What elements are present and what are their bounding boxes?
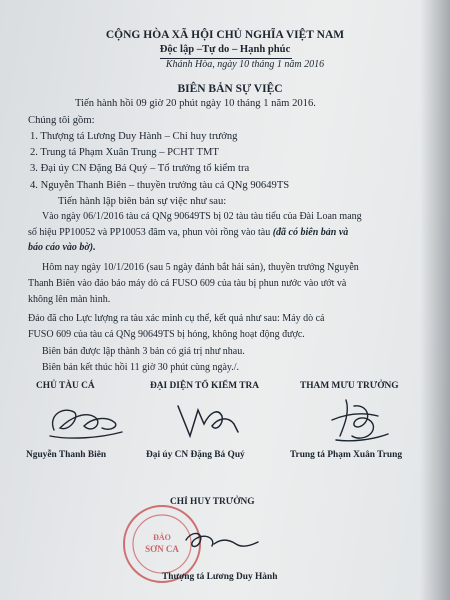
document-title: BIÊN BẢN SỰ VIỆC bbox=[177, 83, 283, 95]
staff-name: Trung tá Phạm Xuân Trung bbox=[290, 450, 403, 460]
paragraph-1-line bbox=[28, 228, 348, 238]
inspection-signature bbox=[168, 394, 248, 444]
owner-signature bbox=[40, 396, 130, 446]
owner-role: CHỦ TÀU CÁ bbox=[36, 381, 95, 391]
commander-role: CHỈ HUY TRƯỞNG bbox=[170, 497, 255, 507]
paragraph-1-emphasis-end: báo cáo vào bờ). bbox=[28, 242, 96, 253]
stamp-top-text: ĐẢO bbox=[153, 533, 171, 542]
owner-name: Nguyễn Thanh Biên bbox=[26, 450, 107, 460]
commander-name: Thượng tá Lương Duy Hành bbox=[162, 572, 278, 582]
closing-line: Biên bản kết thúc hồi 11 giờ 30 phút cùng ngày./. bbox=[42, 362, 240, 373]
motto: Độc lập –Tự do – Hạnh phúc bbox=[159, 44, 291, 55]
copies-line: Biên bản được lập thành 3 bản có giá trị như nhau. bbox=[42, 346, 245, 357]
member-item: 4. Nguyễn Thanh Biên – thuyền trưởng tàu cá QNg 90649TS bbox=[30, 180, 290, 191]
paragraph-3-line: Đảo đã cho Lực lượng ra tàu xác minh cụ thể, kết quả như sau: Máy dò cá bbox=[28, 313, 325, 324]
inspection-name: Đại úy CN Đặng Bá Quý bbox=[146, 450, 245, 460]
inspection-role: ĐẠI DIỆN TỔ KIỂM TRA bbox=[150, 381, 260, 391]
paragraph-1-emphasis: (đã có biên bản và bbox=[272, 227, 349, 238]
paragraph-2-line: Thanh Biên vào đảo báo máy dò cá FUSO 609 của tàu bị phun nước vào ướt và bbox=[28, 278, 347, 289]
staff-role: THAM MƯU TRƯỞNG bbox=[300, 381, 399, 391]
opening-line: Tiến hành hồi 09 giờ 20 phút ngày 10 tháng 1 năm 2016. bbox=[75, 98, 316, 109]
stamp-main-text: SƠN CA bbox=[145, 544, 179, 554]
staff-signature bbox=[322, 392, 402, 448]
paragraph-1-text: số hiệu PP10052 và PP10053 đâm va, phun vòi rồng vào tàu bbox=[28, 227, 273, 238]
member-item: 3. Đại úy CN Đặng Bá Quý – Tổ trưởng tổ kiểm tra bbox=[30, 163, 250, 174]
members-intro: Chúng tôi gồm: bbox=[28, 115, 95, 126]
proceed-line: Tiến hành lập biên bản sự việc như sau: bbox=[58, 196, 227, 207]
paragraph-2-line: không lên màn hình. bbox=[28, 294, 111, 305]
member-item: 2. Trung tá Phạm Xuân Trung – PCHT TMT bbox=[30, 147, 219, 158]
paragraph-3-line: FUSO 609 của tàu cá QNg 90649TS bị hỏng, không hoạt động được. bbox=[28, 329, 305, 340]
commander-signature bbox=[178, 520, 268, 560]
paragraph-2-line: Hôm nay ngày 10/1/2016 (sau 5 ngày đánh bắt hải sản), thuyền trưởng Nguyễn bbox=[42, 262, 359, 273]
national-title: CỘNG HÒA XÃ HỘI CHỦ NGHĨA VIỆT NAM bbox=[105, 29, 345, 41]
paragraph-1-line: Vào ngày 06/1/2016 tàu cá QNg 90649TS bị 02 tàu tàu tiểu của Đài Loan mang bbox=[42, 211, 362, 222]
place-date: Khánh Hòa, ngày 10 tháng 1 năm 2016 bbox=[165, 59, 325, 70]
member-item: 1. Thượng tá Lương Duy Hành – Chỉ huy trưởng bbox=[30, 131, 238, 142]
